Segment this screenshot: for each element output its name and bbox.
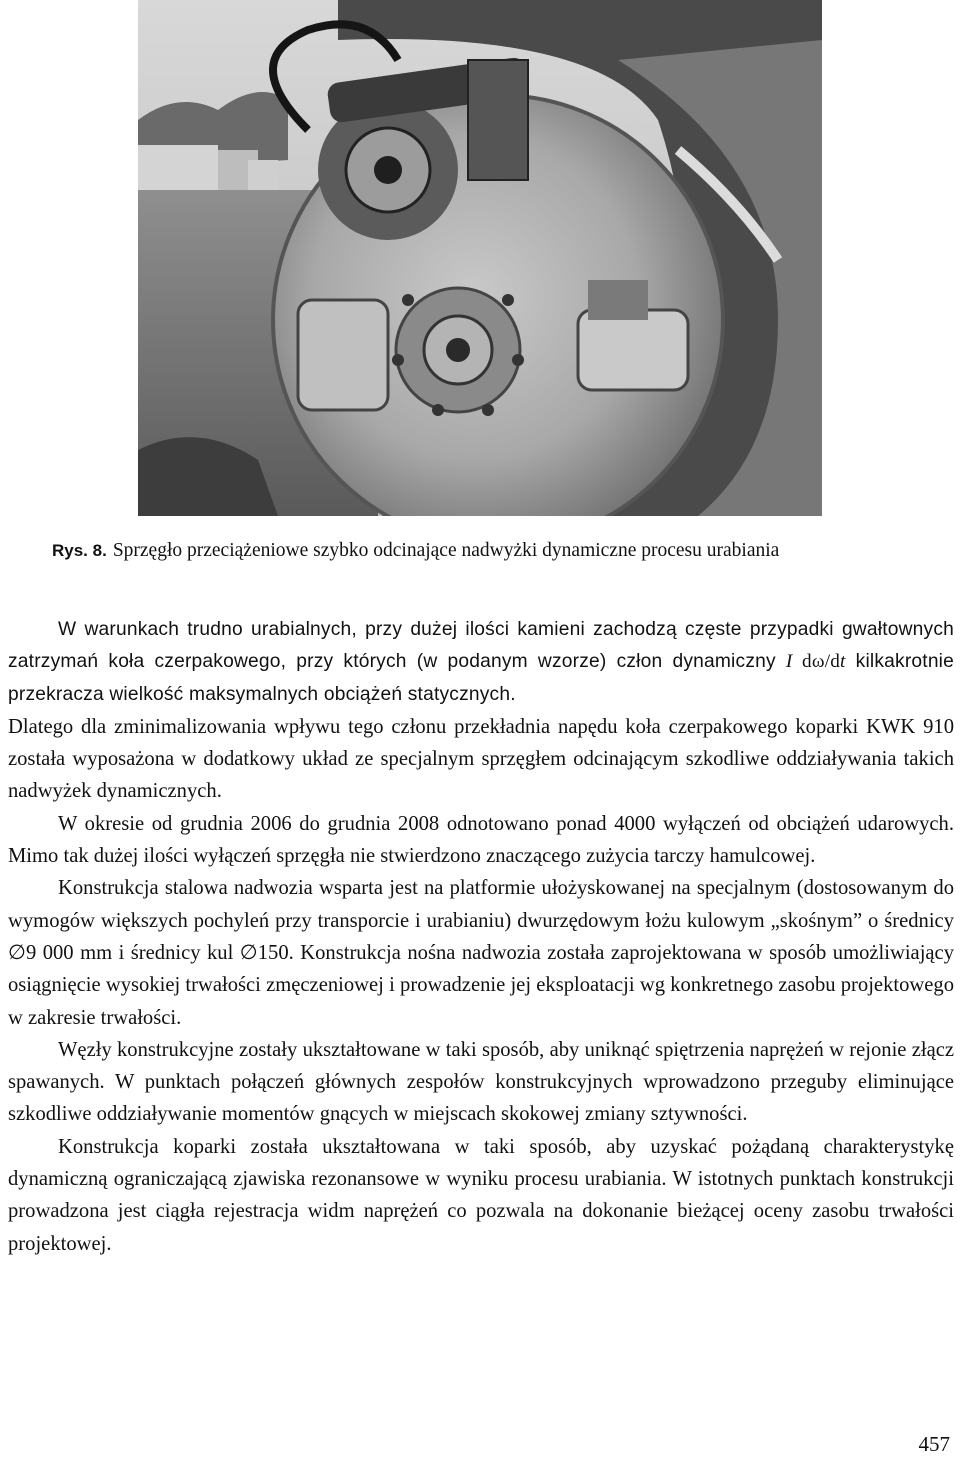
figure-caption	[52, 540, 932, 562]
paragraph-2: Dlatego dla zminimalizowania wpływu tego członu przekładnia napędu koła czerpakowego koparki KWK 910 została wyposażona w dodatkowy układ ze specjalnym sprzęgłem odcinającym szkodliwe oddziaływania takich nadwyżek dynamicznych.	[8, 715, 954, 803]
figure-label: Rys. 8.	[52, 541, 107, 560]
figure-caption-text: Sprzęgło przeciążeniowe szybko odcinające nadwyżki dynamiczne procesu urabiania	[112, 540, 780, 561]
paragraph-4: Konstrukcja stalowa nadwozia wsparta jest na platformie ułożyskowanej na specjalnym (dostosowanym do wymogów większych pochyleń przy transporcie i urabianiu) dwurzędowym łożu kulowym „skośnym” o średnicy ∅9 000 mm i średnicy kul ∅150. Konstrukcja nośna nadwozia została zaprojektowana w sposób umożliwiający osiągnięcie wysokiej trwałości zmęczeniowej i prowadzenie jej eksploatacji wg konkretnego zasobu projektowego w zakresie trwałości.	[8, 877, 954, 1029]
clutch-photo-illustration	[138, 0, 822, 516]
paragraph-1-text-b: kilkakrotnie przekracza wielkość maksymalnych obciążeń statycznych.	[8, 651, 955, 705]
paragraph-5: Węzły konstrukcyjne zostały ukształtowane w taki sposób, aby uniknąć spiętrzenia naprężeń w rejonie złącz spawanych. W punktach połączeń głównych zespołów konstrukcyjnych wprowadzono przeguby eliminujące szkodliwe oddziaływanie momentów gnących w miejscach skokowej zmiany sztywności.	[8, 1038, 954, 1126]
body-text	[8, 614, 954, 1260]
formula-inertia: I dω/dt	[785, 651, 846, 673]
figure-photo	[138, 0, 822, 516]
paragraph-3: W okresie od grudnia 2006 do grudnia 2008 odnotowano ponad 4000 wyłączeń od obciążeń udarowych. Mimo tak dużej ilości wyłączeń sprzęgła nie stwierdzono znaczącego zużycia tarczy hamulcowej.	[8, 812, 954, 868]
paragraph-1-text-a: W warunkach trudno urabialnych, przy dużej ilości kamieni zachodzą częste przypadki gwałtownych zatrzymań koła czerpakowego, przy których (w podanym wzorze) człon dynamiczny	[8, 619, 954, 673]
page-number: 457	[918, 1432, 950, 1456]
paragraph-6: Konstrukcja koparki została ukształtowana w taki sposób, aby uzyskać pożądaną charakterystykę dynamiczną ograniczającą zjawiska rezonansowe w wyniku procesu urabiania. W istotnych punktach konstrukcji prowadzona jest ciągła rejestracja widm naprężeń co pozwala na dokonanie bieżącej oceny zasobu trwałości projektowej.	[8, 1135, 954, 1255]
paragraph-1	[8, 614, 954, 711]
